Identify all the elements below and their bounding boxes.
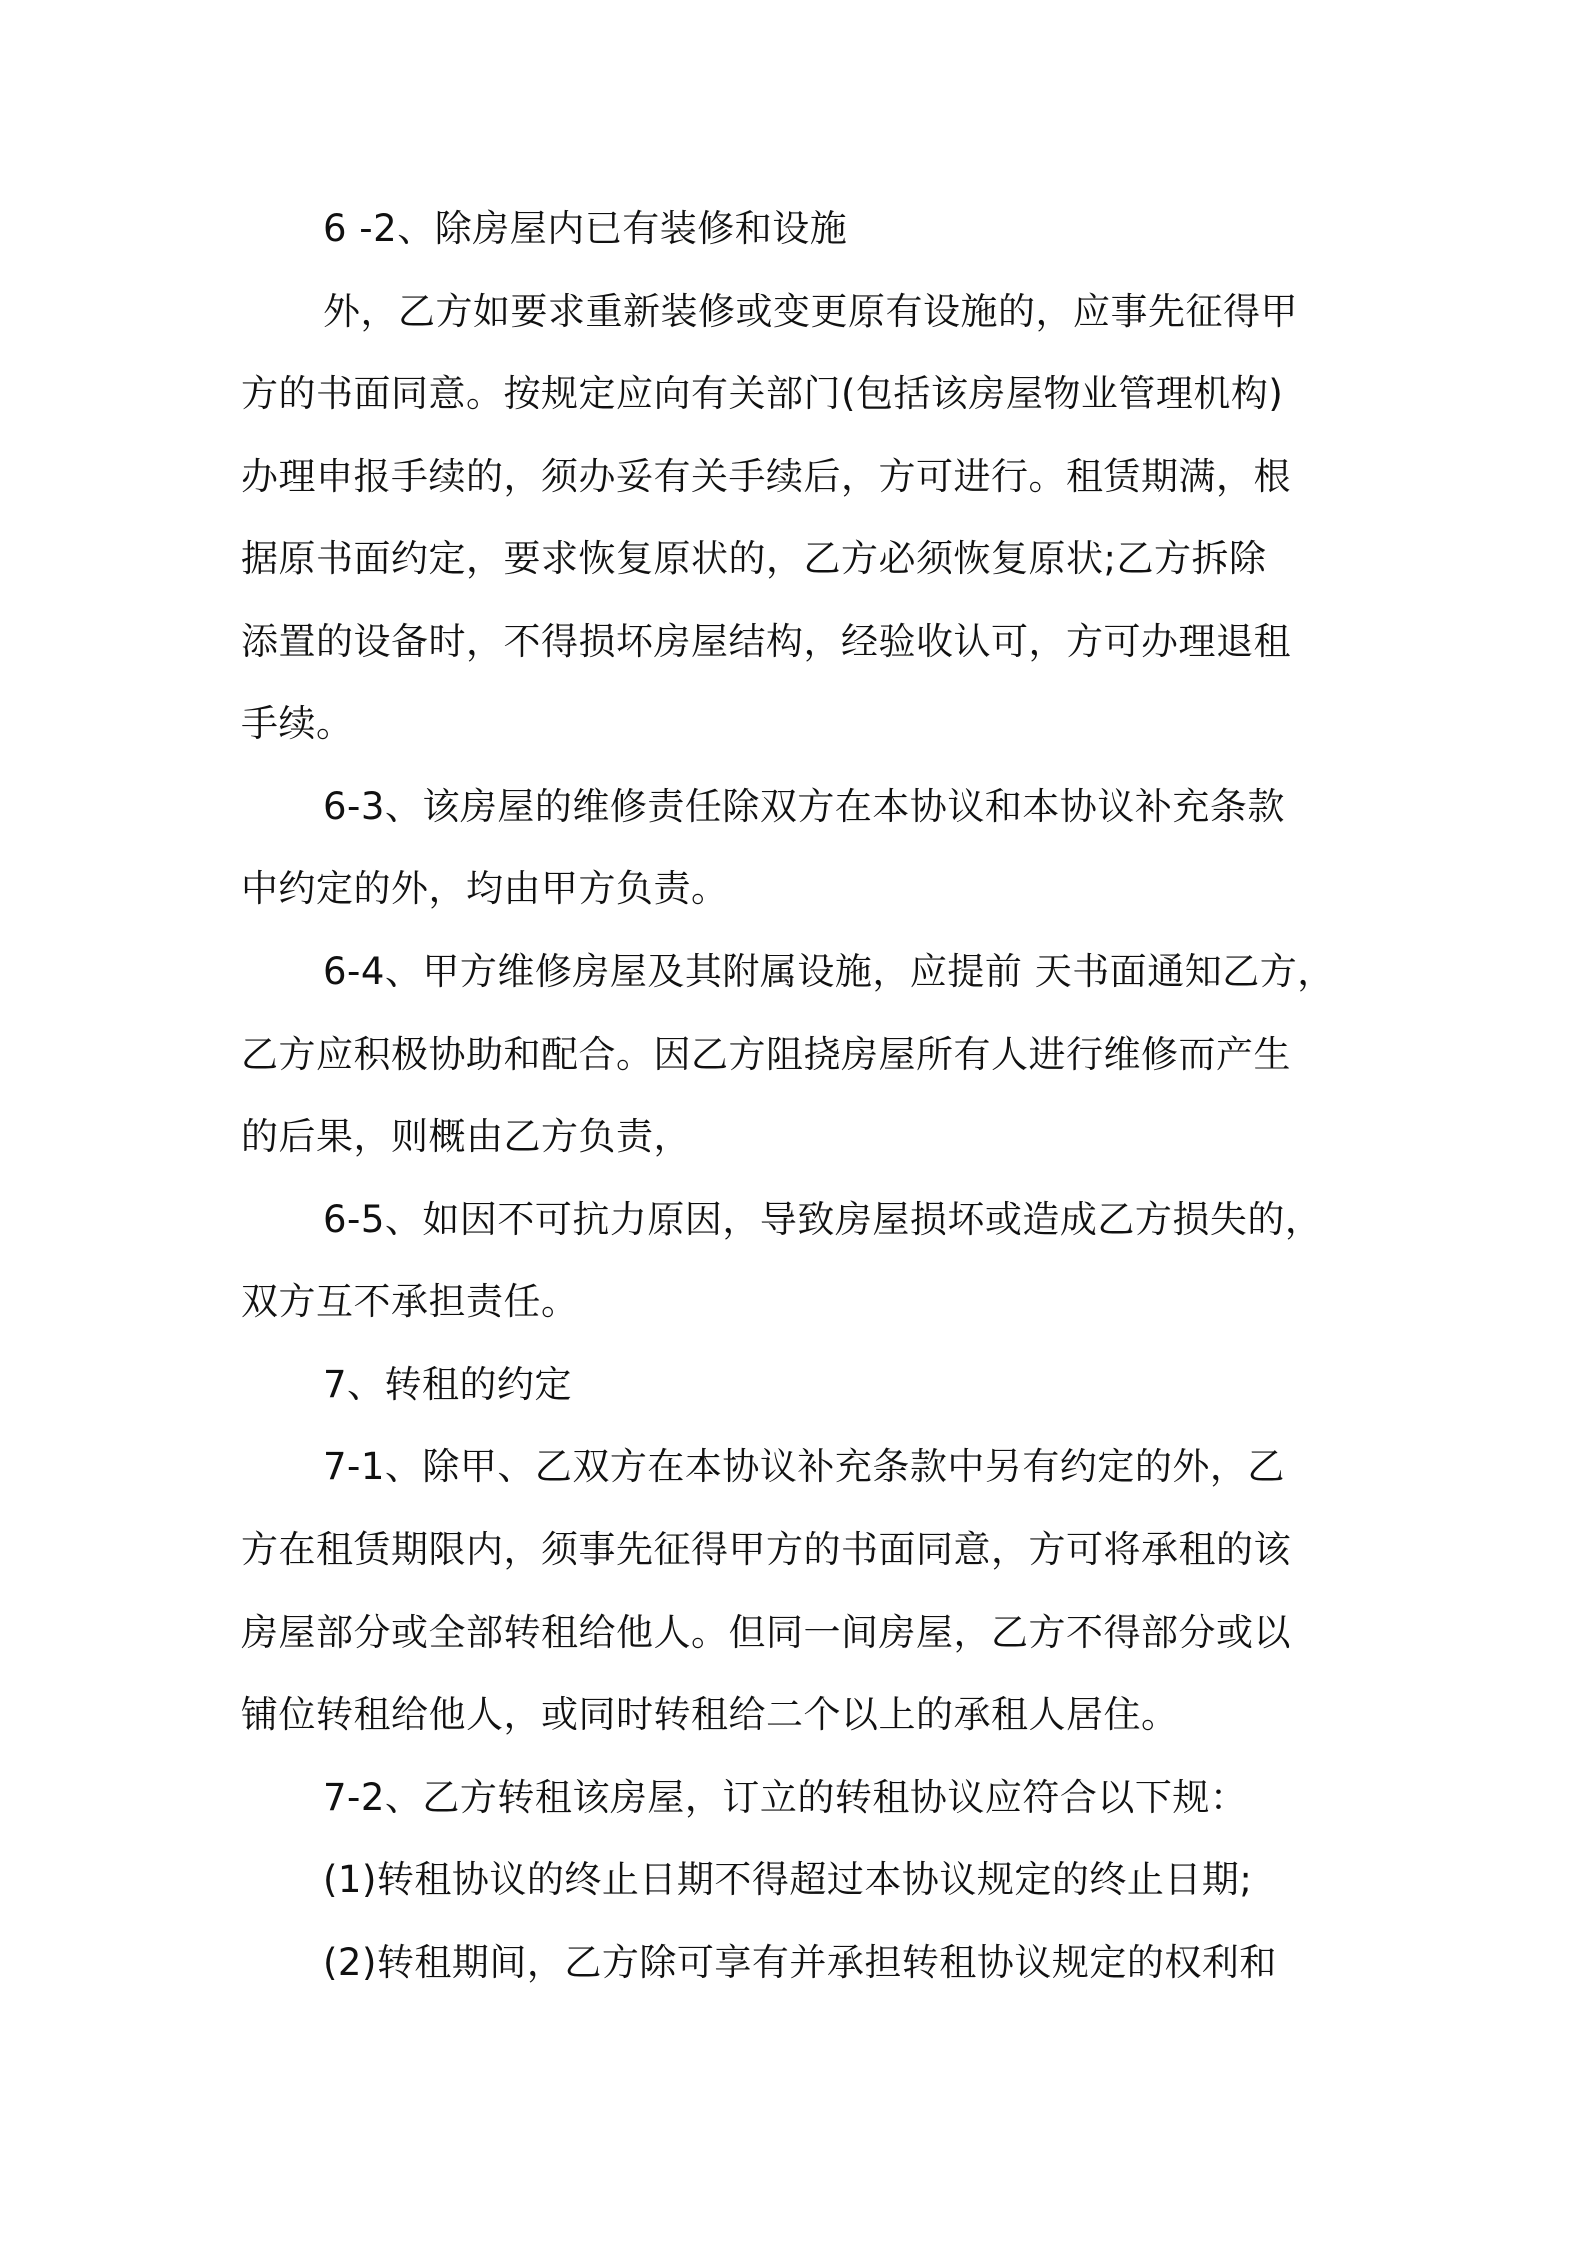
text-line: 方的书面同意。按规定应向有关部门(包括该房屋物业管理机构) [241, 372, 1284, 415]
text-line: 双方互不承担责任。 [241, 1280, 579, 1323]
text-line: 铺位转租给他人，或同时转租给二个以上的承租人居住。 [241, 1693, 1179, 1736]
text-line: 7、转租的约定 [323, 1363, 573, 1406]
text-line: 中约定的外，均由甲方负责。 [241, 867, 729, 910]
text-line: 添置的设备时，不得损坏房屋结构，经验收认可，方可办理退租 [241, 620, 1291, 663]
text-line: (1)转租协议的终止日期不得超过本协议规定的终止日期; [323, 1858, 1253, 1901]
text-line: 的后果，则概由乙方负责， [241, 1115, 691, 1158]
text-line: (2)转租期间，乙方除可享有并承担转租协议规定的权利和 [323, 1941, 1277, 1984]
text-line: 6-3、该房屋的维修责任除双方在本协议和本协议补充条款 [323, 785, 1285, 828]
text-line: 7-1、除甲、乙双方在本协议补充条款中另有约定的外，乙 [323, 1445, 1285, 1488]
text-line: 6-5、如因不可抗力原因，导致房屋损坏或造成乙方损失的， [323, 1198, 1323, 1241]
text-line: 据原书面约定，要求恢复原状的，乙方必须恢复原状;乙方拆除 [241, 537, 1267, 580]
text-line: 乙方应积极协助和配合。因乙方阻挠房屋所有人进行维修而产生 [241, 1033, 1291, 1076]
text-line: 办理申报手续的，须办妥有关手续后，方可进行。租赁期满，根 [241, 455, 1291, 498]
text-line: 外，乙方如要求重新装修或变更原有设施的，应事先征得甲 [323, 290, 1298, 333]
text-line: 方在租赁期限内，须事先征得甲方的书面同意，方可将承租的该 [241, 1528, 1291, 1571]
text-line: 房屋部分或全部转租给他人。但同一间房屋，乙方不得部分或以 [241, 1611, 1291, 1654]
text-line: 6-4、甲方维修房屋及其附属设施，应提前 天书面通知乙方， [323, 950, 1335, 993]
text-line: 6 -2、除房屋内已有装修和设施 [323, 207, 848, 250]
text-line: 手续。 [241, 702, 354, 745]
text-line: 7-2、乙方转租该房屋，订立的转租协议应符合以下规： [323, 1776, 1248, 1819]
